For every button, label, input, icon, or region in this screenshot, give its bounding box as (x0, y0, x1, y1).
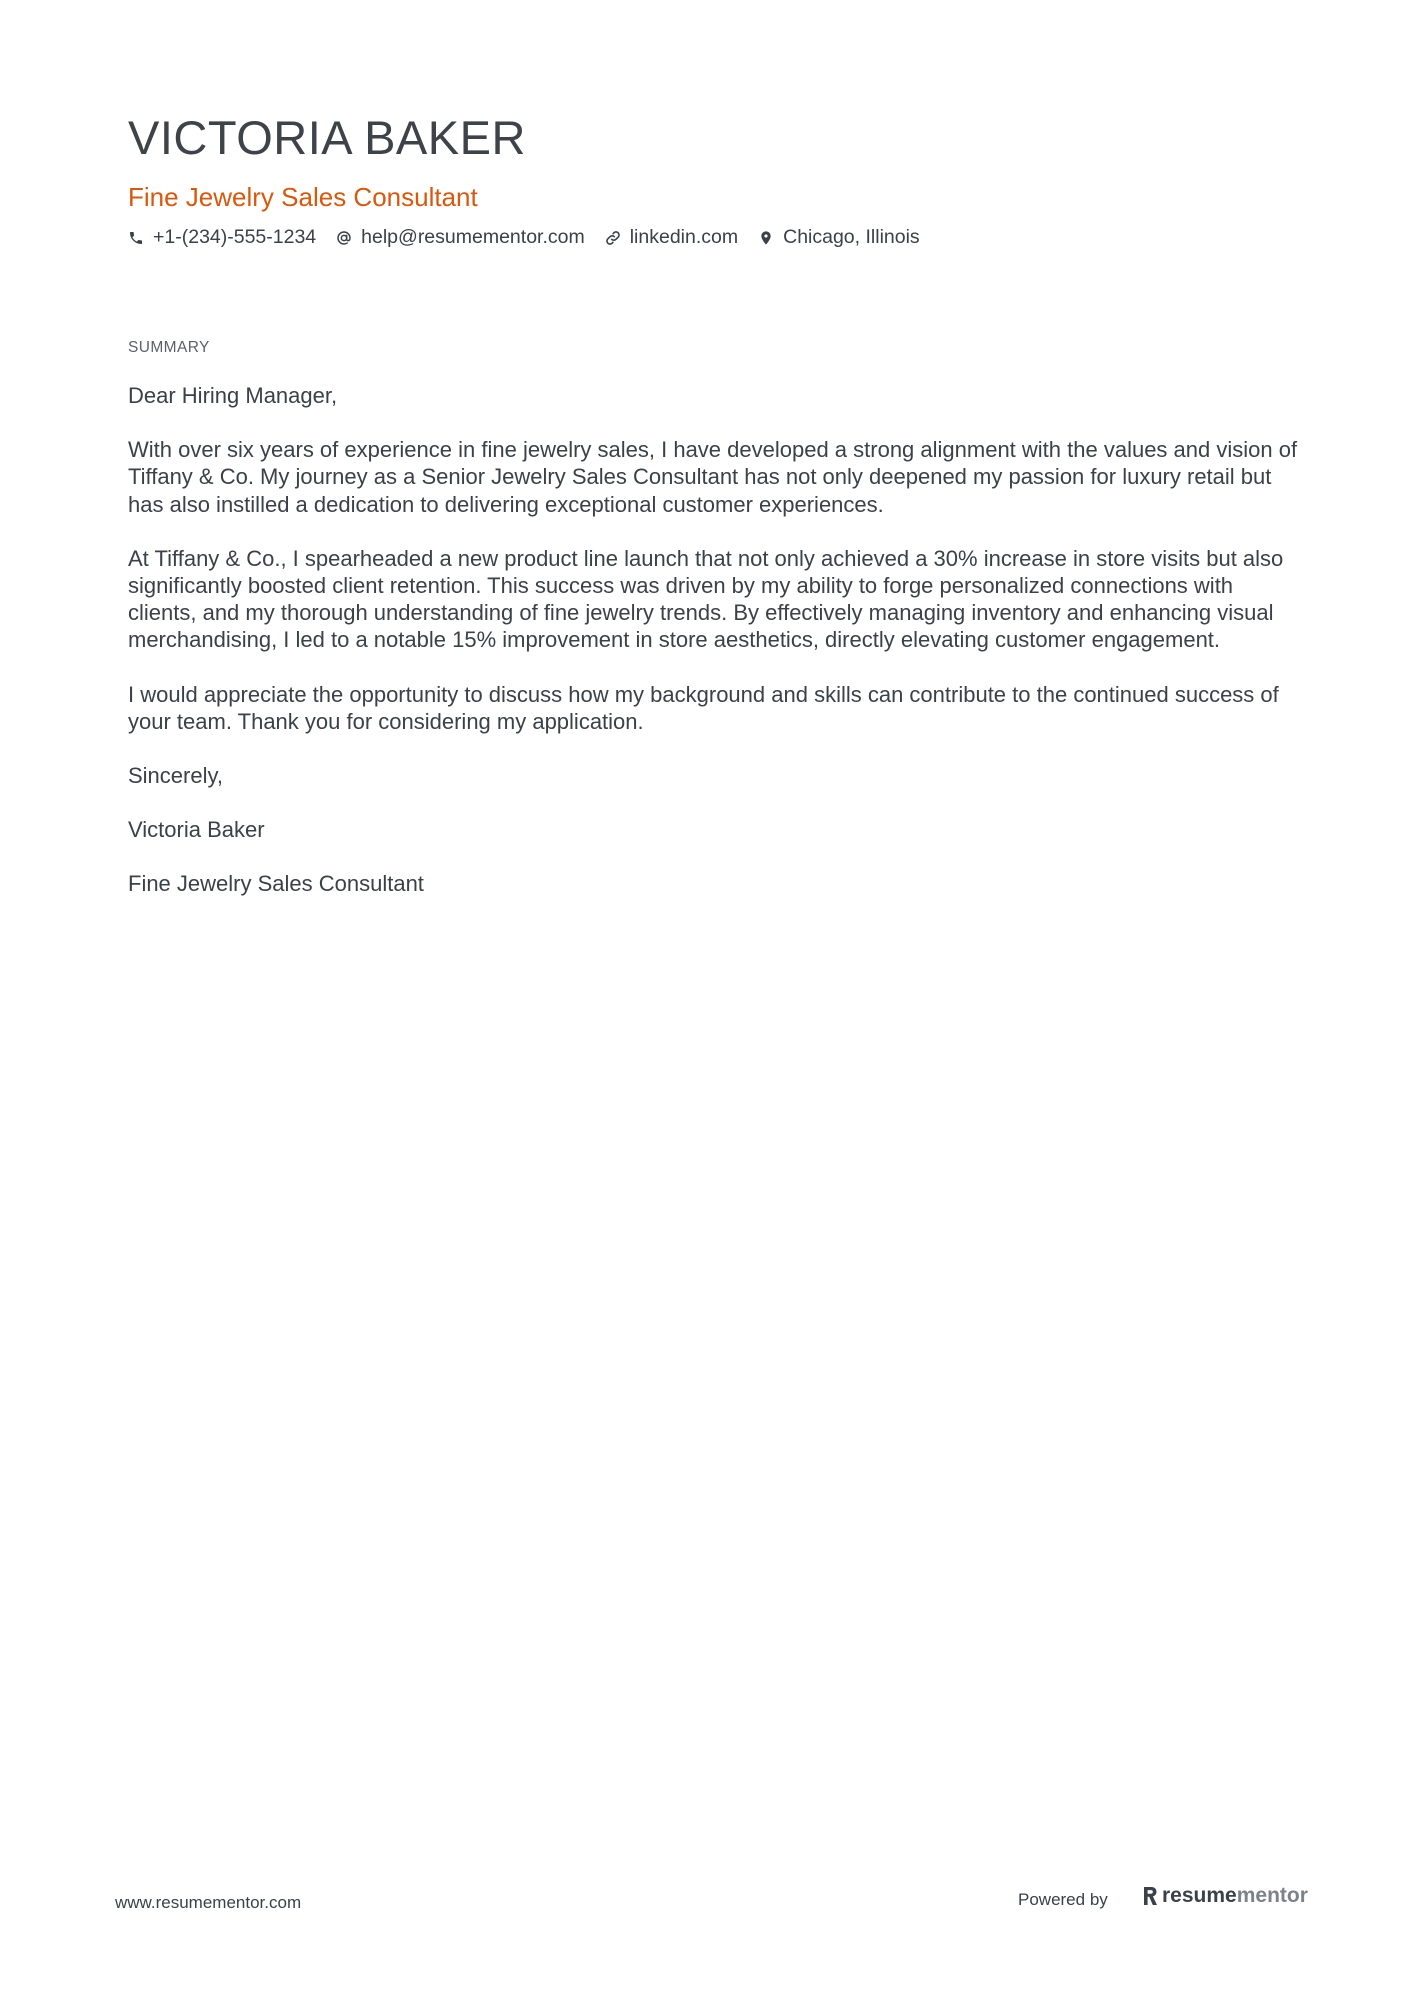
contact-linkedin-text: linkedin.com (629, 226, 739, 248)
brand-text-mentor: mentor (1236, 1884, 1308, 1907)
contact-linkedin[interactable] (605, 226, 738, 249)
link-icon (605, 230, 621, 246)
candidate-name: VICTORIA BAKER (128, 111, 526, 164)
letter-signature-name: Victoria Baker (128, 817, 265, 843)
footer-powered-by: Powered by (1018, 1890, 1108, 1909)
resumementor-logo-icon (1142, 1885, 1158, 1907)
contact-phone-text: +1-(234)-555-1234 (153, 226, 317, 248)
brand-text-resume: resume (1162, 1884, 1237, 1907)
letter-paragraph: I would appreciate the opportunity to discuss how my background and skills can contribute to the continued success of your team. Thank you for considering my application. (128, 681, 1279, 734)
contact-email-text: help@resumementor.com (361, 226, 585, 248)
contact-bar (128, 226, 940, 249)
footer-brand-logo[interactable] (1142, 1884, 1308, 1908)
at-icon (336, 230, 352, 246)
letter-paragraph: With over six years of experience in fine jewelry sales, I have developed a strong alignment with the values and vision of Tiffany & Co. My journey as a Senior Jewelry Sales Consultant has not only deepened my passion for luxury retail but has also instilled a dedication to delivering exceptional customer experiences. (128, 437, 1298, 517)
section-heading-summary: SUMMARY (128, 339, 210, 356)
location-pin-icon (758, 230, 774, 246)
contact-phone (128, 226, 316, 249)
letter-salutation: Dear Hiring Manager, (128, 383, 338, 408)
letter-paragraph: At Tiffany & Co., I spearheaded a new product line launch that not only achieved a 30% increase in store visits but also significantly boosted client retention. This success was driven by my ability to forge personalized connections with clients, and my thorough understanding of fine jewelry trends. By effectively managing inventory and enhancing visual merchandising, I led to a notable 15% improvement in store aesthetics, directly elevating customer engagement. (128, 545, 1284, 653)
contact-location-text: Chicago, Illinois (783, 226, 920, 248)
contact-location (758, 226, 920, 249)
letter-body (128, 382, 1298, 925)
phone-icon (128, 230, 144, 246)
candidate-title: Fine Jewelry Sales Consultant (128, 182, 478, 212)
contact-email[interactable] (336, 226, 585, 249)
footer-website-link[interactable]: www.resumementor.com (115, 1893, 302, 1912)
letter-signature-title: Fine Jewelry Sales Consultant (128, 871, 424, 897)
letter-closing: Sincerely, (128, 763, 223, 789)
